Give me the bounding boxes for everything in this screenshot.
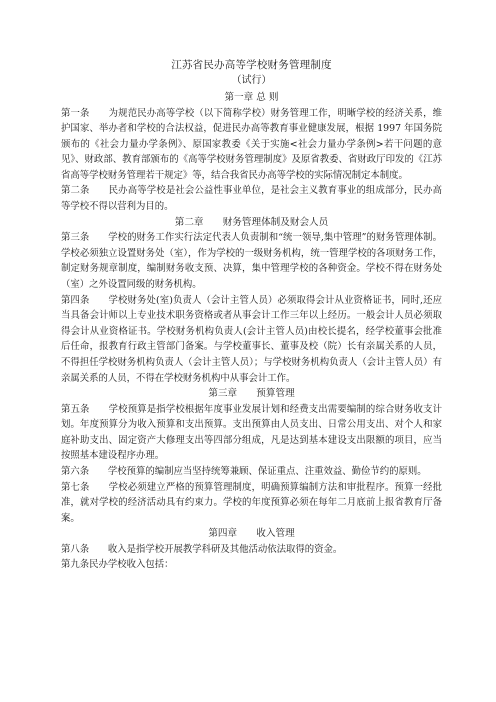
article-paragraph: 第九条民办学校收入包括： bbox=[61, 559, 174, 571]
article-paragraph: 第六条 学校预算的编制应当坚持统筹兼顾、保证重点、注重效益、勤俭节约的原则。 bbox=[61, 465, 427, 477]
chapter-heading: 第一章 总 则 bbox=[224, 92, 279, 103]
chapter-heading: 第二章 财务管理体制及财会人员 bbox=[174, 216, 329, 228]
article-paragraph: 第一条 为规范民办高等学校（以下简称学校）财务管理工作，明晰学校的经济关系，维护国家、举办者和学校的合法权益，促进民办高等教育事业健康发展，根据 1997 年国务院颁布的《社会力量办学条例》、原国家教委《关于实施<社会力量办学条例>若干问题的意见》、财政部、教育部颁布的《高等学校财务管理制度》及原省教委、省财政厅印发的《江苏省高等学校财务管理若干规定》等，结合我省民办高等学校的实际情况制定本制度。 bbox=[61, 107, 442, 181]
document-subtitle: （试行） bbox=[231, 75, 272, 86]
article-paragraph: 第七条 学校必须建立严格的预算管理制度，明确预算编制方法和审批程序。预算一经批准，就对学校的经济活动具有约束力。学校的年度预算必须在每年二月底前上报省教育厅备案。 bbox=[61, 481, 442, 524]
article-paragraph: 第四条 学校财务处(室)负责人（会计主管人员）必须取得会计从业资格证书，同时,还应当具备会计师以上专业技术职务资格或者从事会计工作三年以上经历。一般会计人员必须取得会计从业资格证书。学校财务机构负责人(会计主管人员)由校长提名，经学校董事会批准后任命，报教育行政主管部门备案。与学校董事长、董事及校（院）长有亲属关系的人员，不得担任学校财务机构负责人（会计主管人员）；与学校财务机构负责人（会计主管人员）有亲属关系的人员，不得在学校财务机构中从事会计工作。 bbox=[61, 294, 442, 384]
article-paragraph: 第二条 民办高等学校是社会公益性事业单位，是社会主义教育事业的组成部分，民办高等学校不得以营利为目的。 bbox=[61, 185, 442, 213]
article-paragraph: 第三条 学校的财务工作实行法定代表人负责制和“统一领导,集中管理”的财务管理体制。学校必须独立设置财务处（室），作为学校的一级财务机构，统一管理学校的各项财务工作，制定财务规章制度，编制财务收支预、决算，集中管理学校的各种资金。学校不得在财务处（室）之外设置同级的财务机构。 bbox=[61, 232, 442, 290]
article-paragraph: 第八条 收入是指学校开展教学科研及其他活动依法取得的资金。 bbox=[61, 543, 343, 555]
document-title: 江苏省民办高等学校财务管理制度 bbox=[171, 59, 332, 71]
chapter-heading: 第四章 收入管理 bbox=[208, 528, 295, 540]
article-paragraph: 第五条 学校预算是指学校根据年度事业发展计划和经费支出需要编制的综合财务收支计划。年度预算分为收入预算和支出预算。支出预算由人员支出、日常公用支出、对个人和家庭补助支出、固定资产大修理支出等四部分组成，凡是达到基本建设支出限额的项目，应当按照基本建设程序办理。 bbox=[61, 403, 442, 462]
chapter-heading: 第三章 预算管理 bbox=[208, 388, 295, 400]
